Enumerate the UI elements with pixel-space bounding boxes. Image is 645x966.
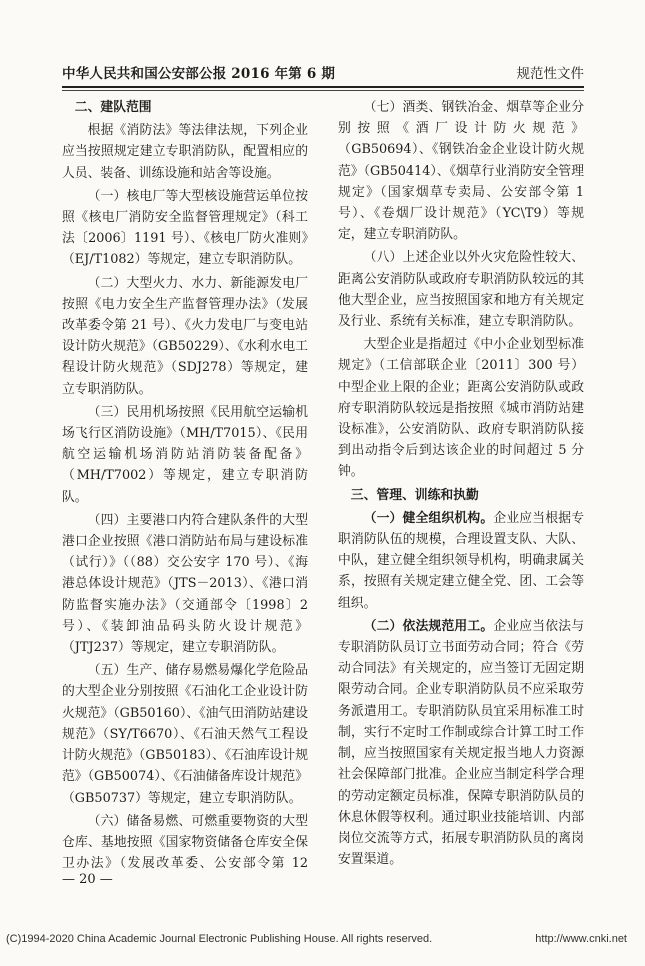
paragraph: （四）主要港口内符合建队条件的大型港口企业按照《港口消防站布局与建设标准（试行）》（（88）交公安字 170 号）、《海港总体设计规范》（JTS－2013）、《港口消防监督实施办法》（交通部令〔1998〕2 号）、《装卸油品码头防火设计规范》（JTJ237）等规定，建立专职消防队。 [62,512,308,656]
journal-title: 中华人民共和国公安部公报 2016 年第 6 期 [62,66,336,82]
section-label: 规范性文件 [516,66,584,82]
left-column [62,97,308,872]
paragraph: （二）大型火力、水力、新能源发电厂按照《电力安全生产监督管理办法》（发展改革委令第 21 号）、《火力发电厂与变电站设计防火规范》（GB50229）、《水利水电工程设计防火规范》（SDJ278）等规定，建立专职消防队。 [62,275,308,397]
paragraph [338,508,584,614]
paragraph: （一）核电厂等大型核设施营运单位按照《核电厂消防安全监督管理规定》（科工法〔2006〕1191 号）、《核电厂防火准则》（EJ/T1082）等规定，建立专职消防队。 [62,188,308,268]
paragraph: （六）储备易燃、可燃重要物资的大型仓库、基地按照《国家物资储备仓库安全保卫办法》（发展改革委、公安部令第 12 [62,813,308,872]
paragraph [338,616,584,870]
paragraph-lead: （一）健全组织机构。 [363,510,494,526]
section-heading: 三、管理、训练和执勤 [350,487,479,503]
paragraph-text: 企业应当根据专职消防队伍的规模，合理设置支队、大队、中队，建立健全组织领导机构，明确隶属关系，按照有关规定建立健全党、团、工会等组织。 [338,510,584,611]
copyright-footer [0,930,645,950]
paragraph: （三）民用机场按照《民用航空运输机场飞行区消防设施》（MH/T7015）、《民用航空运输机场消防站消防装备配备》（MH/T7002）等规定，建立专职消防队。 [62,404,308,505]
section-heading: 二、建队范围 [74,100,152,115]
paragraph: 大型企业是指超过《中小企业划型标准规定》（工信部联企业〔2011〕300 号）中型企业上限的企业；距离公安消防队或政府专职消防队较远是指按照《城市消防站建设标准》，公安消防队、政府专职消防队接到出动指令后到达该企业的时间超过 5 分钟。 [338,337,584,480]
publisher-url[interactable]: http://www.cnki.net [535,933,627,945]
paragraph: 根据《消防法》等法律法规，下列企业应当按照规定建立专职消防队，配置相应的人员、装备、训练设施和站舍等设施。 [62,123,308,181]
page-number: — 20 — [62,872,113,887]
paragraph: （七）酒类、钢铁冶金、烟草等企业分别按照《酒厂设计防火规范》（GB50694）、《钢铁冶金企业设计防火规范》（GB50414）、《烟草行业消防安全管理规定》（国家烟草专卖局、公安部令第 1 号）、《卷烟厂设计规范》（YC\T9）等规定，建立专职消防队。 [338,100,584,243]
paragraph-text: 企业应当依法与专职消防队员订立书面劳动合同；符合《劳动合同法》有关规定的，应当签订无固定期限劳动合同。企业专职消防队员不应采取劳务派遣用工。专职消防队员宜采用标准工时制，实行不定时工作制或综合计算工时工作制，应当按照国家有关规定报当地人力资源社会保障部门批准。企业应当制定科学合理的劳动定额定员标准，保障专职消防队员的休息休假等权利。通过职业技能培训、内部岗位交流等方式，拓展专职消防队员的离岗安置渠道。 [338,618,584,868]
right-column [338,97,584,872]
header-rule-thick [62,86,584,88]
copyright-notice: (C)1994-2020 China Academic Journal Electronic Publishing House. All rights reserved. [6,933,433,945]
header-rule-thin [62,90,584,91]
paragraph: （八）上述企业以外火灾危险性较大、距离公安消防队或政府专职消防队较远的其他大型企业，应当按照国家和地方有关规定及行业、系统有关标准，建立专职消防队。 [338,250,584,330]
paragraph: （五）生产、储存易燃易爆化学危险品的大型企业分别按照《石油化工企业设计防火规范》（GB50160）、《油气田消防站建设规范》（SY/T6670）、《石油天然气工程设计防火规范》（GB50183）、《石油库设计规范》（GB50074）、《石油储备库设计规范》（GB50737）等规定，建立专职消防队。 [62,663,308,806]
running-header [62,58,584,84]
paragraph-lead: （二）依法规范用工。 [363,618,494,634]
